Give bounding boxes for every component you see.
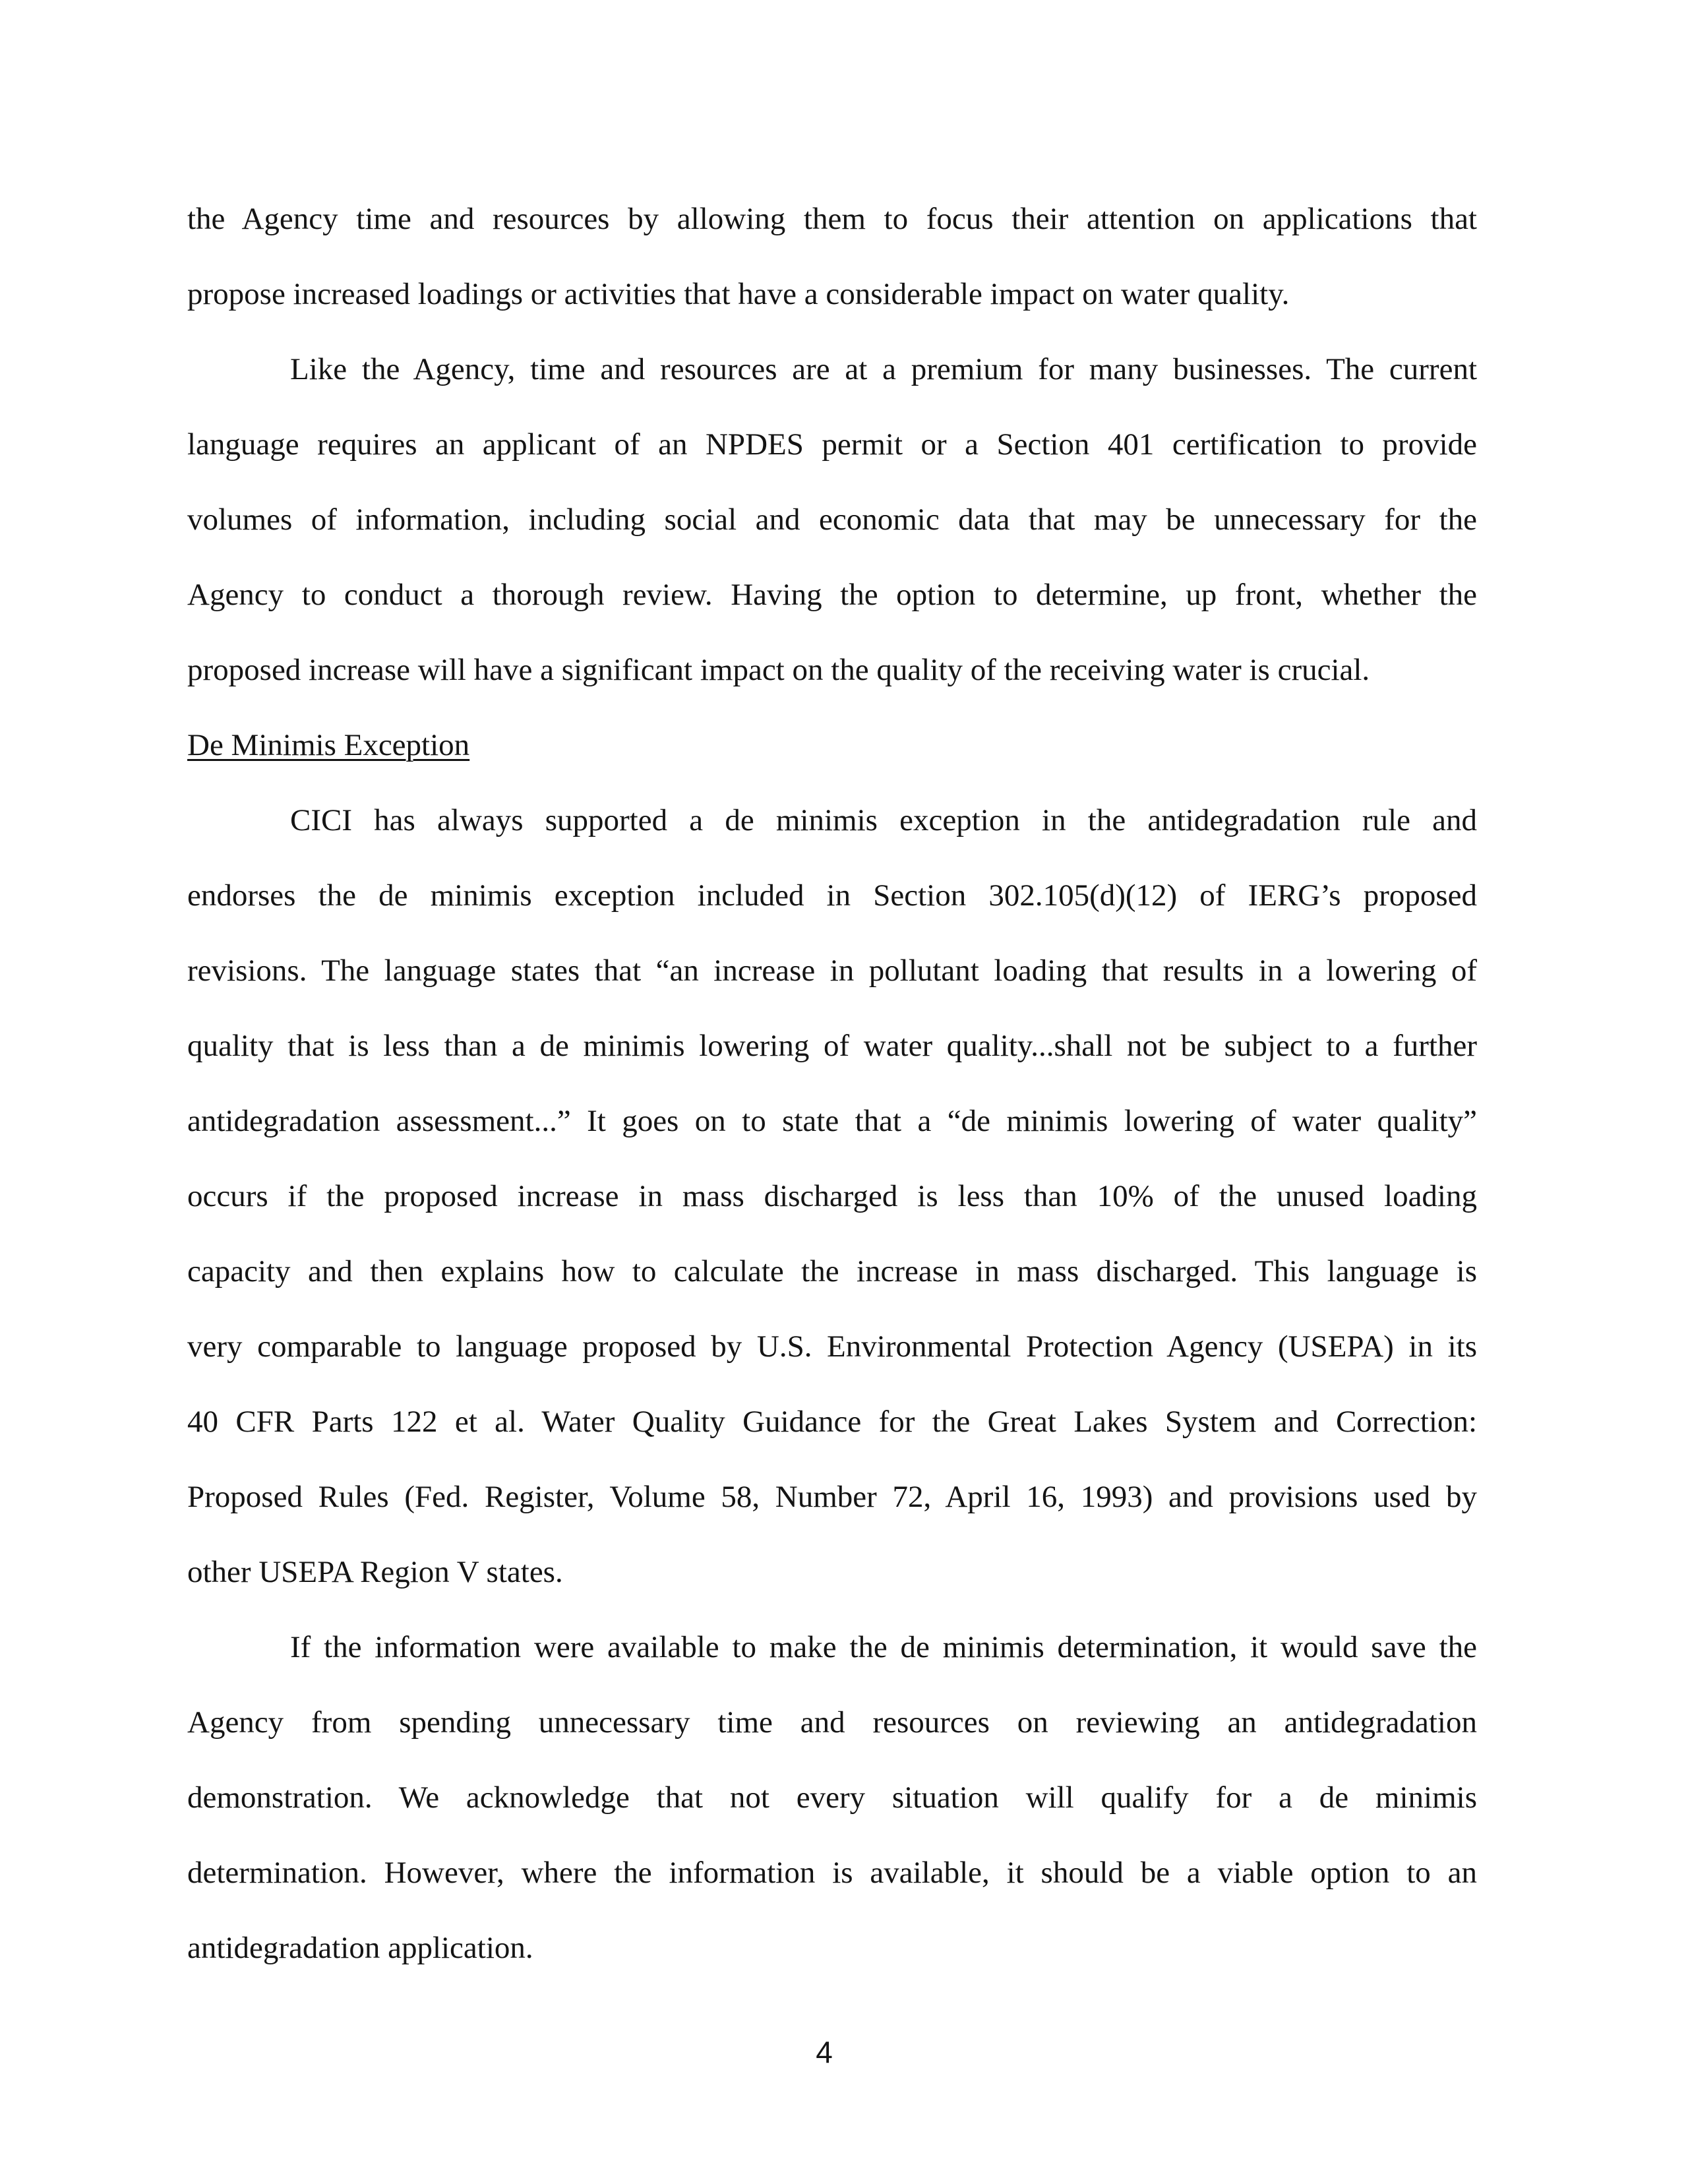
text-line: other USEPA Region V states. (187, 1555, 563, 1589)
text-line: CICI has always supported a de minimis exception in the antidegradation rule and (290, 803, 1477, 837)
section-heading: De Minimis Exception (187, 728, 470, 762)
text-line: revisions. The language states that “an increase in pollutant loading that results in a lowering of (187, 954, 1477, 988)
text-line: quality that is less than a de minimis lowering of water quality...shall not be subject to a further (187, 1029, 1477, 1063)
text-line: Agency to conduct a thorough review. Having the option to determine, up front, whether the (187, 578, 1477, 612)
text-line: very comparable to language proposed by U.S. Environmental Protection Agency (USEPA) in its (187, 1329, 1477, 1364)
text-line: If the information were available to make the de minimis determination, it would save the (290, 1630, 1477, 1664)
text-line: 40 CFR Parts 122 et al. Water Quality Guidance for the Great Lakes System and Correction: (187, 1405, 1477, 1439)
text-line: determination. However, where the information is available, it should be a viable option to an (187, 1856, 1477, 1890)
text-line: Like the Agency, time and resources are at a premium for many businesses. The current (290, 352, 1477, 386)
text-line: capacity and then explains how to calculate the increase in mass discharged. This language is (187, 1254, 1477, 1289)
text-line: Proposed Rules (Fed. Register, Volume 58, Number 72, April 16, 1993) and provisions used by (187, 1480, 1477, 1514)
text-line: antidegradation assessment...” It goes on to state that a “de minimis lowering of water quality” (187, 1104, 1477, 1138)
text-line: volumes of information, including social and economic data that may be unnecessary for the (187, 502, 1477, 537)
text-line: the Agency time and resources by allowing them to focus their attention on applications that (187, 202, 1477, 236)
text-line: demonstration. We acknowledge that not every situation will qualify for a de minimis (187, 1780, 1477, 1815)
text-line: language requires an applicant of an NPDES permit or a Section 401 certification to provide (187, 427, 1477, 462)
text-line: endorses the de minimis exception included in Section 302.105(d)(12) of IERG’s proposed (187, 878, 1477, 913)
page-number: 4 (816, 2035, 833, 2069)
text-line: Agency from spending unnecessary time and resources on reviewing an antidegradation (187, 1705, 1477, 1740)
text-line: antidegradation application. (187, 1931, 533, 1965)
text-line: proposed increase will have a significant impact on the quality of the receiving water is crucial. (187, 653, 1370, 687)
text-line: occurs if the proposed increase in mass discharged is less than 10% of the unused loading (187, 1179, 1477, 1213)
text-line: propose increased loadings or activities that have a considerable impact on water quality. (187, 277, 1290, 311)
